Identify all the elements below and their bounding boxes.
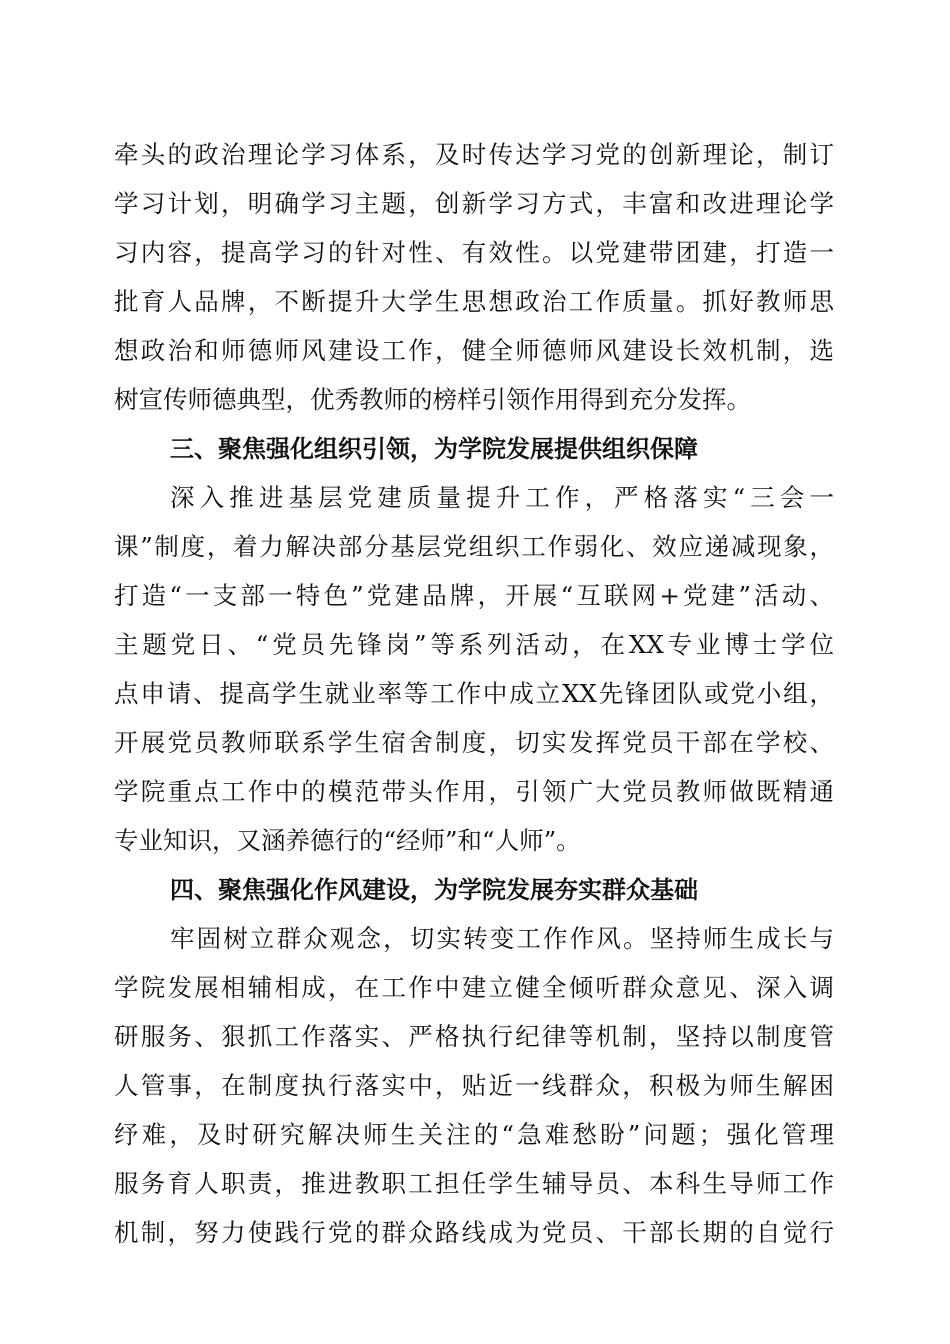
section-heading: 四、聚焦强化作风建设，为学院发展夯实群众基础 — [170, 876, 698, 904]
paragraph-line: 纾难，及时研究解决师生关注的“急难愁盼”问题；强化管理 — [114, 1120, 834, 1149]
paragraph-line: 服务育人职责，推进教职工担任学生辅导员、本科生导师工作 — [114, 1169, 834, 1198]
paragraph-line: 深入推进基层党建质量提升工作，严格落实“三会一 — [170, 483, 834, 512]
paragraph-line: 开展党员教师联系学生宿舍制度，切实发挥党员干部在学校、 — [114, 728, 834, 757]
paragraph-line: 机制，努力使践行党的群众路线成为党员、干部长期的自觉行 — [114, 1218, 834, 1247]
paragraph-line: 牵头的政治理论学习体系，及时传达学习党的创新理论，制订 — [114, 140, 834, 169]
paragraph-line: 牢固树立群众观念，切实转变工作作风。坚持师生成长与 — [170, 924, 834, 953]
paragraph-line: 学院发展相辅相成，在工作中建立健全倾听群众意见、深入调 — [114, 973, 834, 1002]
paragraph-line: 树宣传师德典型，优秀教师的榜样引领作用得到充分发挥。 — [114, 385, 751, 414]
paragraph-line: 点申请、提高学生就业率等工作中成立XX先锋团队或党小组， — [114, 679, 834, 708]
section-heading: 三、聚焦强化组织引领，为学院发展提供组织保障 — [170, 435, 698, 463]
paragraph-line: 打造“一支部一特色”党建品牌，开展“互联网+党建”活动、 — [114, 581, 834, 610]
paragraph-line: 研服务、狠抓工作落实、严格执行纪律等机制，坚持以制度管 — [114, 1022, 834, 1051]
paragraph-line: 课”制度，着力解决部分基层党组织工作弱化、效应递减现象， — [114, 532, 834, 561]
paragraph-line: 专业知识，又涵养德行的“经师”和“人师”。 — [114, 826, 581, 855]
paragraph-line: 主题党日、“党员先锋岗”等系列活动，在XX专业博士学位 — [114, 630, 834, 659]
paragraph-line: 人管事，在制度执行落实中，贴近一线群众，积极为师生解困 — [114, 1071, 834, 1100]
paragraph-line: 学习计划，明确学习主题，创新学习方式，丰富和改进理论学 — [114, 189, 834, 218]
paragraph-line: 批育人品牌，不断提升大学生思想政治工作质量。抓好教师思 — [114, 287, 834, 316]
paragraph-line: 学院重点工作中的模范带头作用，引领广大党员教师做既精通 — [114, 777, 834, 806]
paragraph-line: 想政治和师德师风建设工作，健全师德师风建设长效机制，选 — [114, 336, 834, 365]
paragraph-line: 习内容，提高学习的针对性、有效性。以党建带团建，打造一 — [114, 238, 834, 267]
